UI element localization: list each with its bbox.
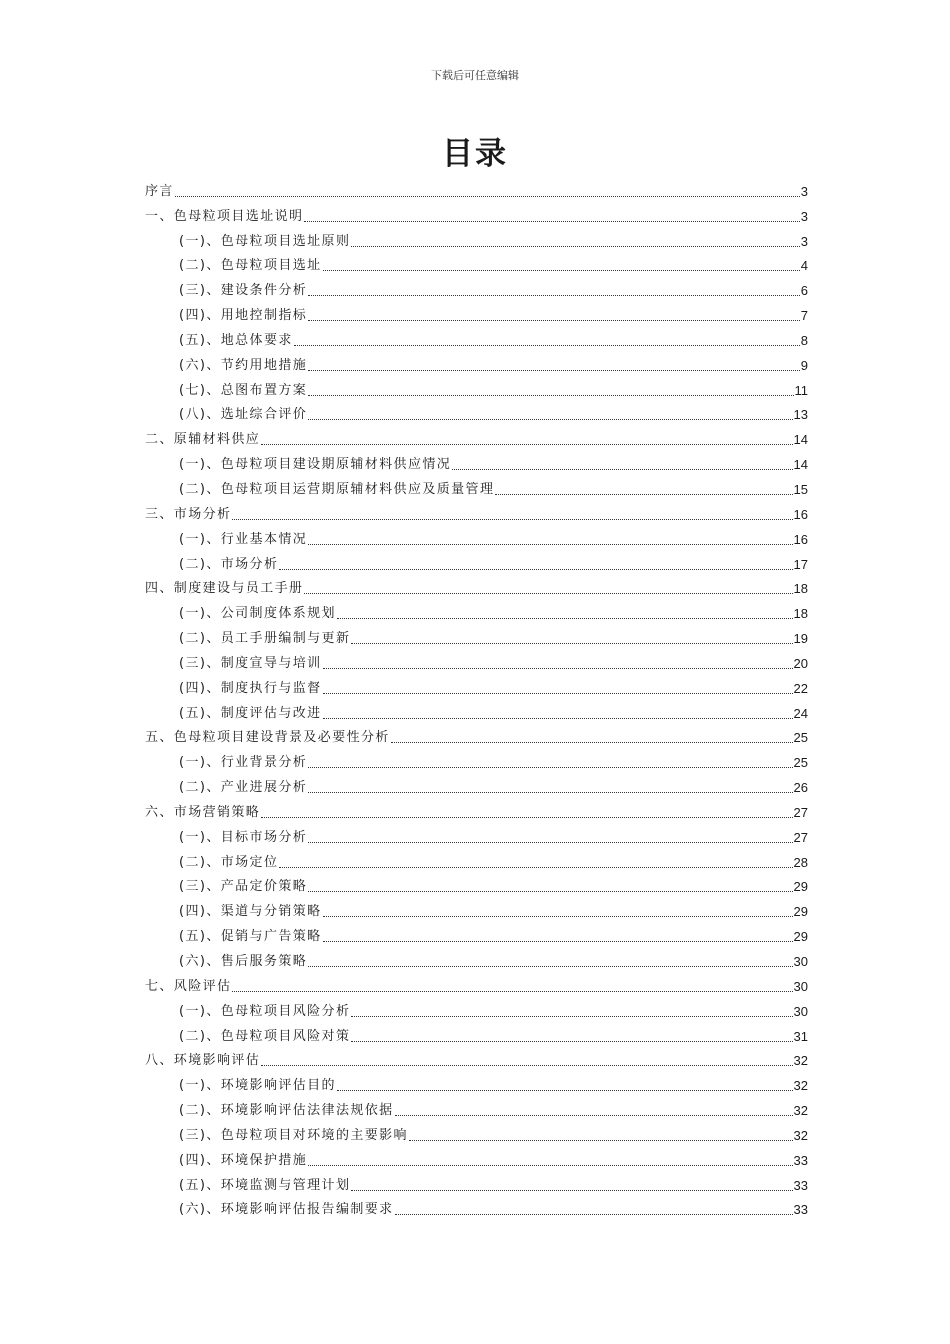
toc-dot-leader <box>232 990 792 992</box>
toc-entry-page: 33 <box>793 1152 808 1168</box>
toc-dot-leader <box>337 1089 793 1091</box>
toc-entry-page: 3 <box>800 233 808 249</box>
toc-entry-label: (二)、产业进展分析 <box>179 780 308 796</box>
toc-entry-label: (五)、环境监测与管理计划 <box>179 1177 351 1193</box>
toc-entry-page: 18 <box>793 581 808 597</box>
toc-entry-label: 一、色母粒项目选址说明 <box>145 208 304 224</box>
toc-entry-label: 六、市场营销策略 <box>145 804 261 820</box>
toc-subentry[interactable] <box>145 448 808 473</box>
toc-dot-leader <box>308 965 792 967</box>
toc-entry-page: 29 <box>793 929 808 945</box>
toc-entry-page: 4 <box>800 258 808 274</box>
toc-dot-leader <box>323 692 793 694</box>
toc-entry-label: (八)、选址综合评价 <box>179 407 308 423</box>
toc-entry-label: (一)、环境影响评估目的 <box>179 1078 336 1094</box>
toc-dot-leader <box>337 617 793 619</box>
toc-entry-page: 24 <box>793 705 808 721</box>
toc-dot-leader <box>452 468 792 470</box>
toc-entry-label: (一)、公司制度体系规划 <box>179 606 336 622</box>
toc-subentry[interactable] <box>145 746 808 771</box>
toc-dot-leader <box>308 1164 792 1166</box>
toc-entry-label: (一)、行业基本情况 <box>179 531 308 547</box>
toc-entry-label: (一)、色母粒项目建设期原辅材料供应情况 <box>179 457 452 473</box>
toc-entry-label: (六)、售后服务策略 <box>179 954 308 969</box>
toc-dot-leader <box>261 816 792 818</box>
toc-dot-leader <box>308 319 800 321</box>
toc-subentry[interactable] <box>145 523 808 548</box>
toc-entry-page: 3 <box>800 183 808 199</box>
toc-subentry[interactable] <box>145 473 808 498</box>
toc-dot-leader <box>308 890 792 892</box>
table-of-contents <box>145 175 808 1218</box>
toc-entry[interactable] <box>145 573 808 598</box>
toc-entry-label: (一)、行业背景分析 <box>179 755 308 771</box>
toc-dot-leader <box>308 369 800 371</box>
toc-subentry[interactable] <box>145 299 808 324</box>
toc-entry-label: (七)、总图布置方案 <box>179 382 308 398</box>
toc-entry-page: 25 <box>793 755 808 771</box>
toc-entry-label: (四)、制度执行与监督 <box>179 680 322 696</box>
header-note: 下载后可任意编辑 <box>431 69 519 82</box>
toc-entry-page: 29 <box>793 904 808 920</box>
toc-dot-leader <box>351 1015 792 1017</box>
toc-dot-leader <box>304 220 799 222</box>
toc-subentry[interactable] <box>145 622 808 647</box>
toc-entry-label: (二)、色母粒项目选址 <box>179 258 322 274</box>
toc-entry-label: (五)、制度评估与改进 <box>179 705 322 721</box>
toc-entry-page: 9 <box>800 357 808 373</box>
toc-entry-label: (二)、市场分析 <box>179 556 279 572</box>
toc-dot-leader <box>351 642 792 644</box>
toc-entry-page: 33 <box>793 1202 808 1218</box>
toc-entry-label: 序言 <box>145 183 174 199</box>
toc-dot-leader <box>351 1189 792 1191</box>
toc-dot-leader <box>395 1114 793 1116</box>
toc-subentry[interactable] <box>145 349 808 374</box>
toc-subentry[interactable] <box>145 1020 808 1045</box>
toc-entry-page: 8 <box>800 332 808 348</box>
toc-entry-label: 五、色母粒项目建设背景及必要性分析 <box>145 730 390 746</box>
toc-subentry[interactable] <box>145 1119 808 1144</box>
toc-entry-label: (三)、色母粒项目对环境的主要影响 <box>179 1127 408 1143</box>
toc-subentry[interactable] <box>145 225 808 250</box>
toc-entry-page: 33 <box>793 1177 808 1193</box>
toc-subentry[interactable] <box>145 548 808 573</box>
toc-dot-leader <box>395 1213 793 1215</box>
toc-entry-label: (六)、节约用地措施 <box>179 357 308 373</box>
toc-entry-page: 15 <box>793 481 808 497</box>
page-title: 目录 <box>442 136 508 172</box>
toc-entry-page: 32 <box>793 1078 808 1094</box>
toc-entry-label: (一)、色母粒项目选址原则 <box>179 233 351 249</box>
toc-entry-page: 30 <box>793 1003 808 1019</box>
toc-subentry[interactable] <box>145 895 808 920</box>
toc-dot-leader <box>308 394 793 396</box>
toc-entry-label: 二、原辅材料供应 <box>145 432 261 448</box>
toc-entry-page: 11 <box>794 382 808 398</box>
toc-dot-leader <box>261 1064 792 1066</box>
toc-entry-label: (四)、渠道与分销策略 <box>179 904 322 920</box>
toc-entry-label: (三)、建设条件分析 <box>179 283 308 299</box>
toc-dot-leader <box>308 418 792 420</box>
toc-entry-label: (二)、色母粒项目运营期原辅材料供应及质量管理 <box>179 481 495 497</box>
toc-subentry[interactable] <box>145 399 808 424</box>
toc-subentry[interactable] <box>145 846 808 871</box>
toc-entry-page: 16 <box>793 531 808 547</box>
toc-entry-page: 13 <box>793 407 808 423</box>
toc-dot-leader <box>323 940 793 942</box>
toc-dot-leader <box>391 741 793 743</box>
toc-entry-label: 四、制度建设与员工手册 <box>145 581 304 597</box>
toc-dot-leader <box>308 791 792 793</box>
toc-entry-page: 30 <box>793 978 808 994</box>
toc-subentry[interactable] <box>145 920 808 945</box>
toc-entry-page: 32 <box>793 1053 808 1069</box>
toc-entry[interactable] <box>145 175 808 200</box>
toc-dot-leader <box>308 841 792 843</box>
toc-entry-label: (五)、促销与广告策略 <box>179 929 322 945</box>
toc-subentry[interactable] <box>145 771 808 796</box>
toc-subentry[interactable] <box>145 1069 808 1094</box>
toc-entry-page: 26 <box>793 780 808 796</box>
toc-dot-leader <box>279 866 792 868</box>
toc-entry[interactable] <box>145 796 808 821</box>
toc-entry-label: (四)、用地控制指标 <box>179 308 308 324</box>
toc-entry-label: (三)、产品定价策略 <box>179 879 308 895</box>
toc-entry-label: (二)、市场定位 <box>179 854 279 870</box>
toc-entry-label: (二)、环境影响评估法律法规依据 <box>179 1103 394 1119</box>
toc-entry-page: 6 <box>800 283 808 299</box>
toc-subentry[interactable] <box>145 871 808 896</box>
toc-entry-label: (二)、员工手册编制与更新 <box>179 631 351 647</box>
toc-dot-leader <box>323 717 793 719</box>
toc-subentry[interactable] <box>145 274 808 299</box>
toc-entry-page: 32 <box>793 1103 808 1119</box>
toc-entry-page: 30 <box>793 954 808 969</box>
toc-entry-page: 3 <box>800 208 808 224</box>
toc-entry-label: 八、环境影响评估 <box>145 1053 261 1069</box>
toc-entry-page: 25 <box>793 730 808 746</box>
toc-entry[interactable] <box>145 423 808 448</box>
toc-dot-leader <box>308 766 792 768</box>
toc-entry-page: 27 <box>793 804 808 820</box>
toc-subentry[interactable] <box>145 324 808 349</box>
toc-entry-page: 27 <box>793 829 808 845</box>
toc-entry-page: 29 <box>793 879 808 895</box>
toc-entry-label: (六)、环境影响评估报告编制要求 <box>179 1202 394 1218</box>
toc-subentry[interactable] <box>145 995 808 1020</box>
toc-entry-page: 31 <box>793 1028 808 1044</box>
toc-entry-page: 14 <box>793 457 808 473</box>
toc-entry-page: 19 <box>793 631 808 647</box>
toc-entry[interactable] <box>145 498 808 523</box>
toc-dot-leader <box>232 518 792 520</box>
toc-subentry[interactable] <box>145 1194 808 1219</box>
toc-entry-page: 17 <box>793 556 808 572</box>
toc-subentry[interactable] <box>145 821 808 846</box>
toc-dot-leader <box>175 195 800 197</box>
toc-dot-leader <box>294 344 800 346</box>
toc-entry[interactable] <box>145 970 808 995</box>
toc-dot-leader <box>308 543 792 545</box>
toc-entry-page: 18 <box>793 606 808 622</box>
toc-entry-label: (五)、地总体要求 <box>179 332 293 348</box>
toc-entry-label: 七、风险评估 <box>145 978 232 994</box>
toc-dot-leader <box>261 443 792 445</box>
toc-dot-leader <box>351 245 799 247</box>
toc-subentry[interactable] <box>145 945 808 970</box>
toc-subentry[interactable] <box>145 250 808 275</box>
toc-entry-label: 三、市场分析 <box>145 506 232 522</box>
toc-dot-leader <box>308 294 800 296</box>
toc-entry-label: (一)、目标市场分析 <box>179 829 308 845</box>
toc-subentry[interactable] <box>145 672 808 697</box>
toc-entry-label: (二)、色母粒项目风险对策 <box>179 1028 351 1044</box>
toc-dot-leader <box>323 269 800 271</box>
toc-entry-page: 7 <box>800 308 808 324</box>
toc-entry-page: 14 <box>793 432 808 448</box>
toc-dot-leader <box>409 1139 793 1141</box>
toc-subentry[interactable] <box>145 597 808 622</box>
toc-entry-label: (四)、环境保护措施 <box>179 1152 308 1168</box>
toc-entry-page: 16 <box>793 506 808 522</box>
toc-entry-page: 28 <box>793 854 808 870</box>
toc-dot-leader <box>279 568 792 570</box>
toc-subentry[interactable] <box>145 1169 808 1194</box>
toc-entry[interactable] <box>145 1045 808 1070</box>
toc-entry-label: (一)、色母粒项目风险分析 <box>179 1003 351 1019</box>
toc-subentry[interactable] <box>145 697 808 722</box>
toc-dot-leader <box>351 1040 792 1042</box>
toc-entry-label: (三)、制度宣导与培训 <box>179 655 322 671</box>
toc-subentry[interactable] <box>145 1094 808 1119</box>
toc-entry[interactable] <box>145 722 808 747</box>
toc-dot-leader <box>323 915 793 917</box>
toc-dot-leader <box>495 493 792 495</box>
toc-entry[interactable] <box>145 200 808 225</box>
toc-subentry[interactable] <box>145 1144 808 1169</box>
toc-subentry[interactable] <box>145 647 808 672</box>
toc-dot-leader <box>304 592 792 594</box>
toc-entry-page: 20 <box>793 655 808 671</box>
toc-dot-leader <box>323 667 793 669</box>
toc-entry-page: 22 <box>793 680 808 696</box>
toc-subentry[interactable] <box>145 374 808 399</box>
toc-entry-page: 32 <box>793 1127 808 1143</box>
